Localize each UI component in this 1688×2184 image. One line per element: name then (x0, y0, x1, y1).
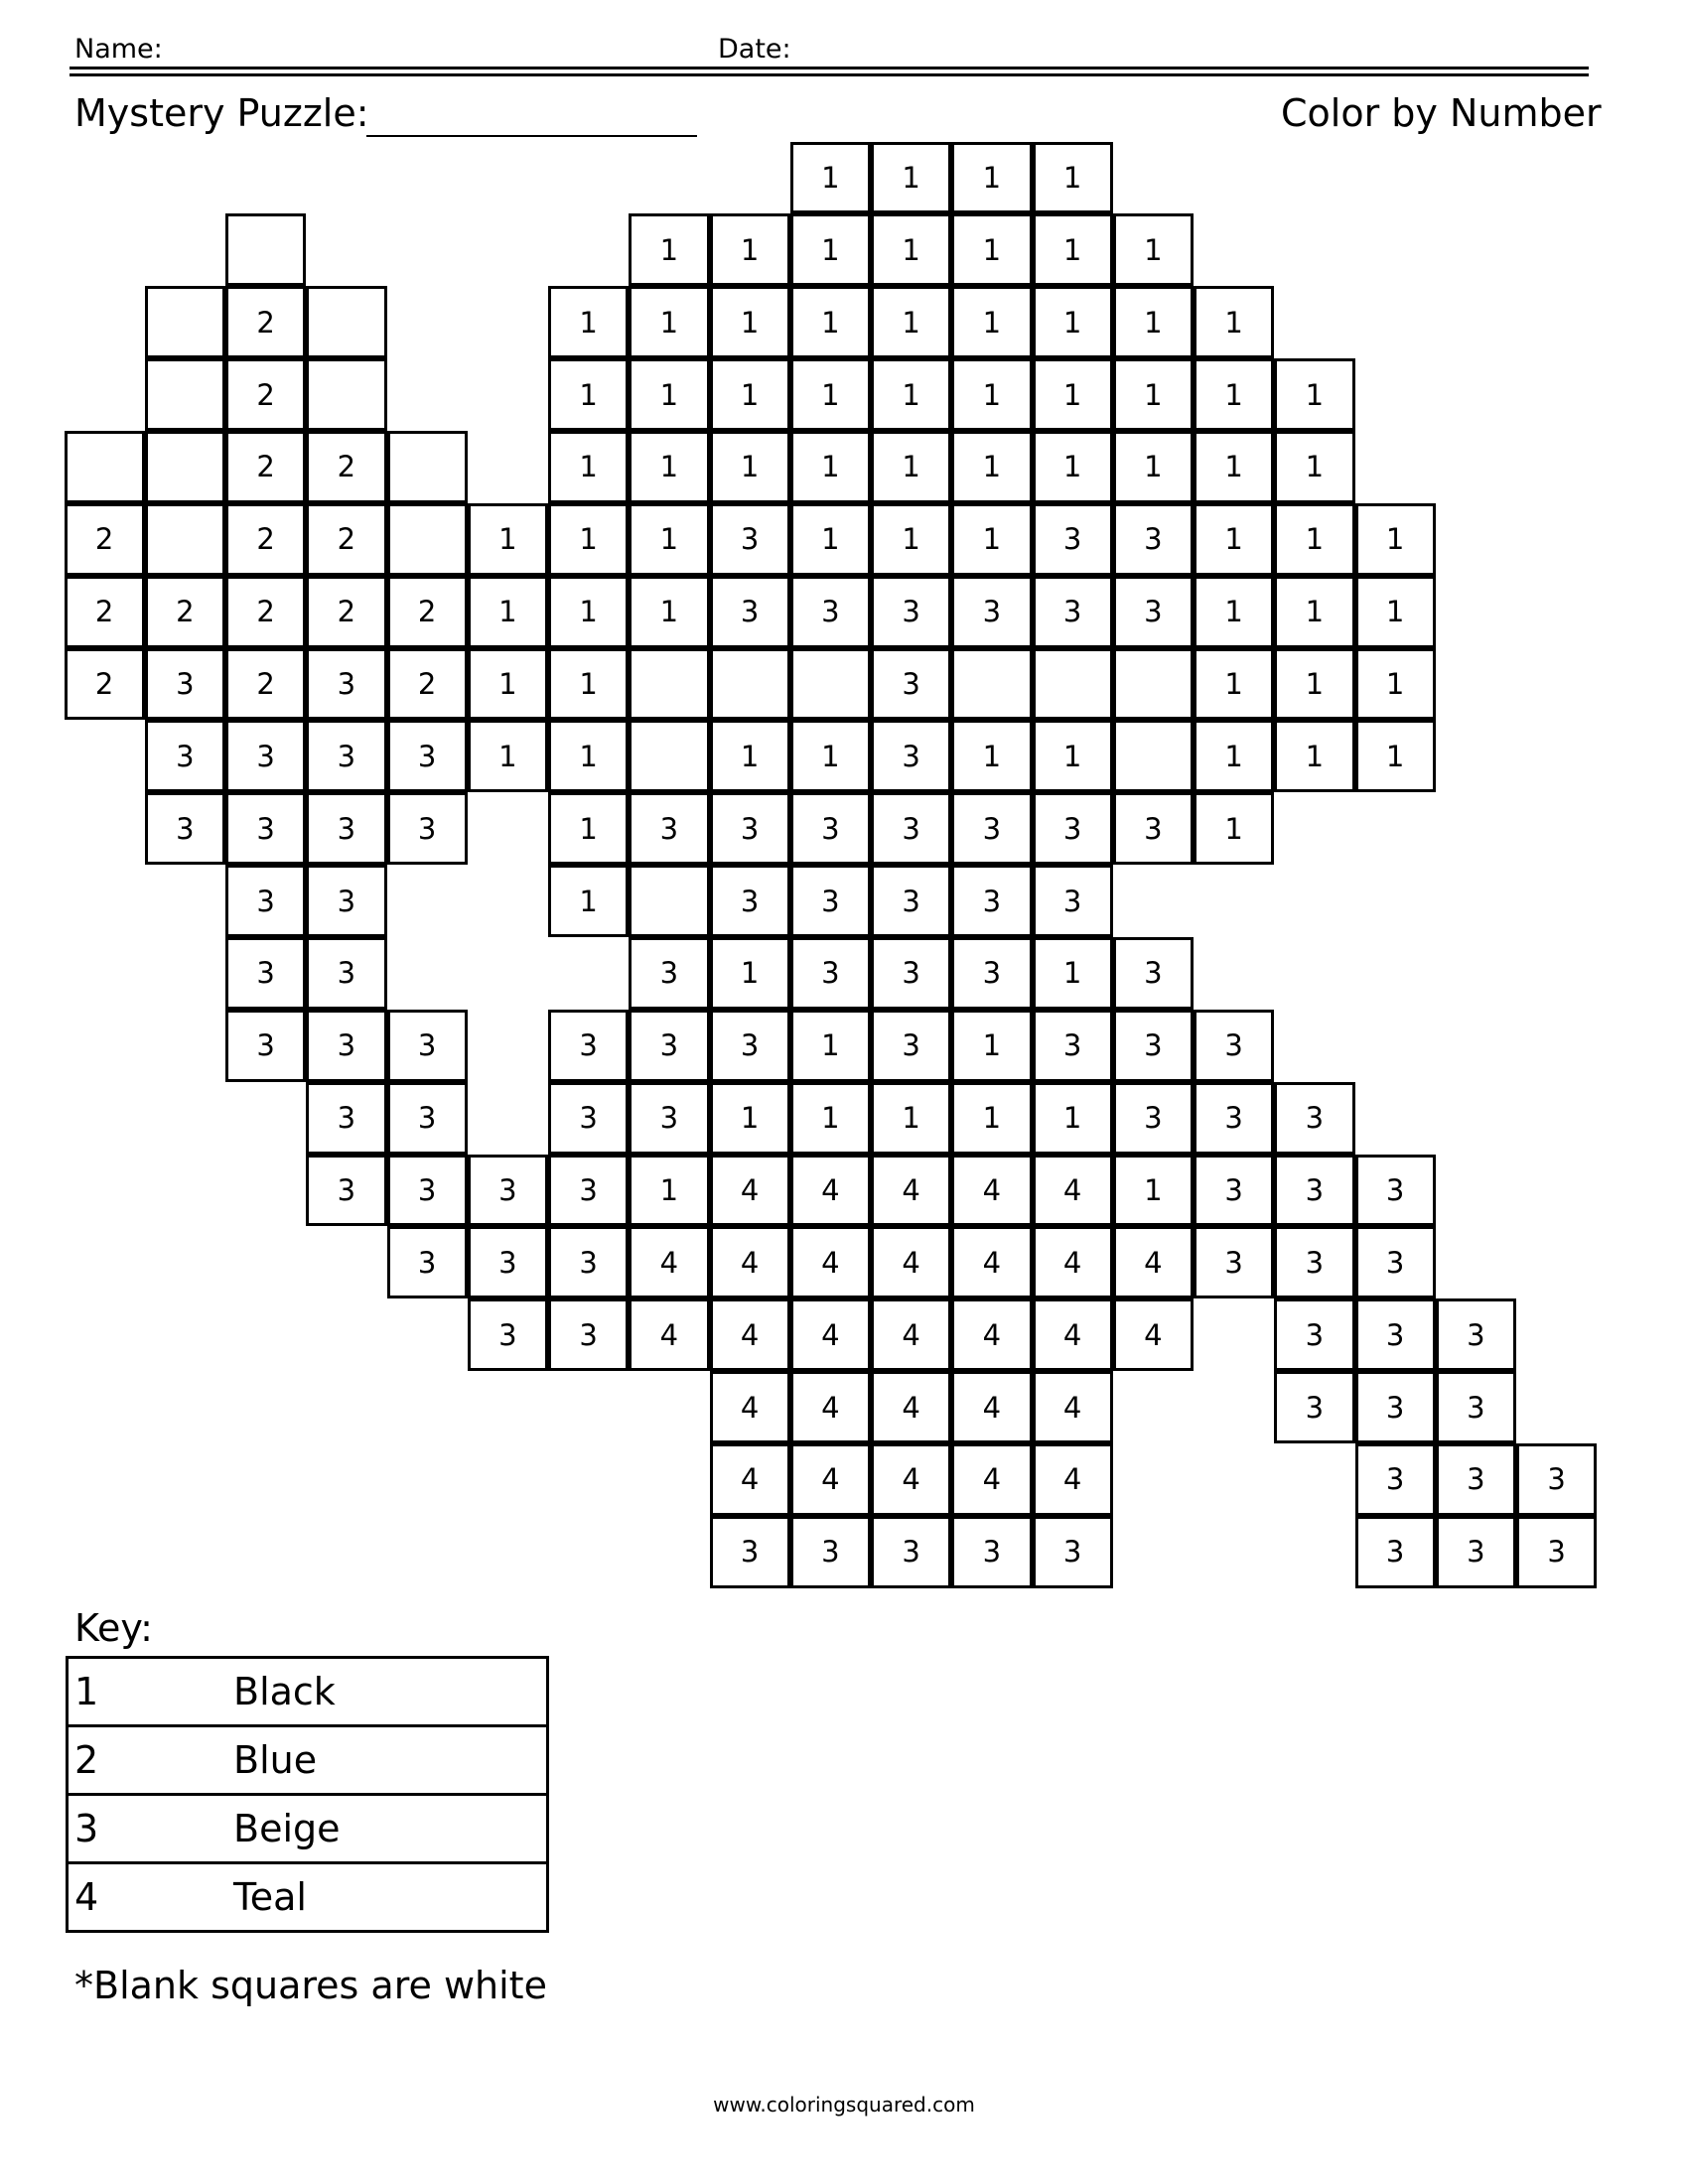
grid-cell[interactable]: 1 (951, 431, 1032, 503)
grid-cell[interactable]: 3 (1113, 792, 1194, 865)
grid-cell[interactable]: 3 (387, 720, 468, 792)
grid-cell[interactable] (306, 286, 386, 358)
grid-cell[interactable]: 3 (629, 937, 709, 1010)
key-color: Beige (233, 1807, 341, 1850)
grid-cell[interactable]: 4 (790, 1298, 871, 1371)
grid-cell[interactable]: 3 (1194, 1155, 1274, 1227)
grid-cell[interactable]: 1 (629, 358, 709, 431)
grid-cell[interactable]: 3 (710, 503, 790, 576)
grid-cell[interactable]: 1 (1355, 720, 1436, 792)
grid-cell[interactable] (1033, 648, 1113, 721)
grid-cell[interactable]: 1 (468, 576, 548, 648)
grid-cell[interactable]: 4 (1113, 1298, 1194, 1371)
grid-cell[interactable]: 3 (951, 937, 1032, 1010)
grid-cell[interactable]: 3 (790, 865, 871, 937)
grid-cell[interactable]: 4 (790, 1371, 871, 1443)
grid-cell[interactable]: 4 (790, 1155, 871, 1227)
grid-cell[interactable]: 3 (710, 865, 790, 937)
grid-cell[interactable]: 3 (306, 720, 386, 792)
grid-cell[interactable]: 1 (548, 720, 629, 792)
grid-cell[interactable]: 1 (790, 213, 871, 286)
grid-cell[interactable]: 1 (1194, 576, 1274, 648)
grid-cell[interactable]: 4 (1033, 1298, 1113, 1371)
puzzle-subtitle: Color by Number (1281, 91, 1602, 135)
grid-cell[interactable] (145, 286, 225, 358)
grid-cell[interactable]: 1 (1113, 1155, 1194, 1227)
grid-cell[interactable]: 2 (387, 648, 468, 721)
grid-cell[interactable] (629, 648, 709, 721)
grid-cell[interactable]: 2 (65, 503, 145, 576)
grid-cell[interactable]: 1 (1113, 358, 1194, 431)
grid-cell[interactable]: 4 (871, 1298, 951, 1371)
grid-cell[interactable]: 1 (1194, 503, 1274, 576)
grid-cell[interactable] (790, 648, 871, 721)
grid-cell[interactable]: 3 (387, 1082, 468, 1155)
grid-cell[interactable]: 3 (225, 937, 306, 1010)
grid-cell[interactable]: 4 (951, 1443, 1032, 1516)
grid-cell[interactable]: 3 (548, 1082, 629, 1155)
grid-cell[interactable]: 3 (871, 720, 951, 792)
grid-cell[interactable]: 3 (1194, 1226, 1274, 1298)
grid-cell[interactable]: 3 (306, 1010, 386, 1082)
grid-cell[interactable]: 3 (1355, 1226, 1436, 1298)
grid-cell[interactable]: 1 (1274, 358, 1354, 431)
grid-cell[interactable]: 3 (1516, 1443, 1597, 1516)
grid-cell[interactable]: 3 (871, 1516, 951, 1588)
grid-cell[interactable]: 3 (1355, 1298, 1436, 1371)
grid-cell[interactable]: 3 (790, 1516, 871, 1588)
grid-cell[interactable]: 4 (629, 1298, 709, 1371)
color-key-table (66, 1656, 549, 1933)
grid-cell[interactable]: 3 (1274, 1155, 1354, 1227)
grid-cell[interactable]: 1 (548, 792, 629, 865)
grid-cell[interactable]: 2 (306, 576, 386, 648)
grid-cell[interactable]: 3 (1113, 503, 1194, 576)
grid-cell[interactable]: 1 (951, 286, 1032, 358)
key-color: Black (233, 1670, 336, 1713)
grid-cell[interactable]: 3 (1033, 503, 1113, 576)
grid-cell[interactable]: 1 (790, 431, 871, 503)
grid-cell[interactable]: 1 (1194, 720, 1274, 792)
grid-cell[interactable]: 1 (1194, 648, 1274, 721)
grid-cell[interactable]: 3 (629, 1010, 709, 1082)
grid-cell[interactable]: 4 (951, 1371, 1032, 1443)
grid-cell[interactable]: 1 (1274, 648, 1354, 721)
grid-cell[interactable] (1113, 720, 1194, 792)
grid-cell[interactable] (629, 720, 709, 792)
grid-cell[interactable]: 1 (1113, 431, 1194, 503)
grid-cell[interactable]: 2 (65, 576, 145, 648)
grid-cell[interactable]: 3 (951, 865, 1032, 937)
grid-cell[interactable]: 1 (629, 576, 709, 648)
key-color: Teal (233, 1875, 307, 1919)
grid-cell[interactable]: 1 (871, 286, 951, 358)
grid-cell[interactable]: 1 (790, 1010, 871, 1082)
grid-cell[interactable]: 3 (710, 1010, 790, 1082)
grid-cell[interactable]: 4 (710, 1298, 790, 1371)
grid-cell[interactable]: 3 (1436, 1516, 1516, 1588)
grid-cell[interactable]: 3 (1436, 1371, 1516, 1443)
grid-cell[interactable]: 3 (871, 865, 951, 937)
grid-cell[interactable]: 2 (225, 286, 306, 358)
grid-cell[interactable]: 2 (225, 576, 306, 648)
grid-cell[interactable]: 4 (790, 1226, 871, 1298)
grid-cell[interactable]: 4 (1033, 1155, 1113, 1227)
grid-cell[interactable]: 3 (145, 648, 225, 721)
grid-cell[interactable]: 1 (710, 720, 790, 792)
grid-cell[interactable]: 1 (548, 431, 629, 503)
grid-cell[interactable]: 3 (387, 1155, 468, 1227)
grid-cell[interactable]: 1 (871, 431, 951, 503)
grid-cell[interactable]: 3 (1033, 1516, 1113, 1588)
grid-cell[interactable] (65, 431, 145, 503)
grid-cell[interactable]: 1 (629, 1155, 709, 1227)
grid-cell[interactable]: 3 (387, 792, 468, 865)
grid-cell[interactable]: 3 (790, 792, 871, 865)
grid-cell[interactable]: 1 (871, 503, 951, 576)
blank-squares-note: *Blank squares are white (74, 1964, 547, 2007)
grid-cell[interactable]: 1 (548, 648, 629, 721)
grid-cell[interactable]: 1 (1033, 213, 1113, 286)
grid-cell[interactable]: 3 (1113, 576, 1194, 648)
grid-cell[interactable]: 2 (225, 648, 306, 721)
grid-cell[interactable] (710, 648, 790, 721)
grid-cell[interactable]: 2 (65, 648, 145, 721)
grid-cell[interactable] (225, 213, 306, 286)
grid-cell[interactable]: 3 (1033, 1010, 1113, 1082)
grid-cell[interactable]: 3 (1355, 1443, 1436, 1516)
grid-cell[interactable]: 4 (710, 1155, 790, 1227)
key-number: 4 (74, 1875, 99, 1919)
grid-cell[interactable]: 3 (629, 792, 709, 865)
key-row (68, 1726, 548, 1795)
grid-cell[interactable]: 1 (1033, 720, 1113, 792)
grid-cell[interactable]: 4 (629, 1226, 709, 1298)
puzzle-title: Mystery Puzzle: (74, 91, 369, 135)
grid-cell[interactable]: 3 (1274, 1298, 1354, 1371)
grid-cell[interactable]: 1 (710, 286, 790, 358)
grid-cell[interactable]: 3 (306, 865, 386, 937)
grid-cell[interactable]: 1 (1113, 286, 1194, 358)
grid-cell[interactable]: 3 (790, 576, 871, 648)
grid-cell[interactable]: 4 (871, 1155, 951, 1227)
key-row (68, 1863, 548, 1932)
grid-cell[interactable]: 1 (951, 503, 1032, 576)
grid-cell[interactable] (387, 503, 468, 576)
grid-cell[interactable]: 1 (790, 142, 871, 214)
grid-cell[interactable]: 4 (710, 1371, 790, 1443)
grid-cell[interactable]: 1 (1194, 358, 1274, 431)
grid-cell[interactable]: 2 (225, 431, 306, 503)
grid-cell[interactable]: 3 (871, 648, 951, 721)
grid-cell[interactable]: 4 (871, 1226, 951, 1298)
grid-cell[interactable]: 3 (145, 720, 225, 792)
grid-cell[interactable]: 1 (468, 720, 548, 792)
grid-cell[interactable]: 3 (468, 1298, 548, 1371)
grid-cell[interactable]: 3 (1516, 1516, 1597, 1588)
grid-cell[interactable]: 1 (951, 142, 1032, 214)
grid-cell[interactable]: 1 (710, 937, 790, 1010)
grid-cell[interactable]: 3 (710, 792, 790, 865)
grid-cell[interactable]: 1 (1274, 431, 1354, 503)
key-number: 1 (74, 1670, 99, 1713)
key-row (68, 1795, 548, 1863)
grid-cell[interactable] (145, 431, 225, 503)
grid-cell[interactable]: 3 (1194, 1010, 1274, 1082)
name-label: Name: (74, 34, 163, 65)
grid-cell[interactable]: 1 (871, 1082, 951, 1155)
grid-cell[interactable]: 3 (548, 1155, 629, 1227)
grid-cell[interactable]: 3 (1033, 576, 1113, 648)
grid-cell[interactable]: 1 (871, 142, 951, 214)
grid-cell[interactable]: 1 (1355, 503, 1436, 576)
grid-cell[interactable]: 3 (871, 937, 951, 1010)
grid-cell[interactable]: 3 (306, 937, 386, 1010)
key-label: Key: (74, 1606, 153, 1650)
grid-cell[interactable]: 1 (1355, 648, 1436, 721)
grid-cell[interactable]: 1 (468, 503, 548, 576)
grid-cell[interactable]: 1 (629, 431, 709, 503)
grid-cell[interactable]: 3 (1033, 792, 1113, 865)
grid-cell[interactable]: 3 (951, 1516, 1032, 1588)
grid-cell[interactable]: 3 (1113, 937, 1194, 1010)
key-number: 3 (74, 1807, 99, 1850)
grid-cell[interactable]: 2 (306, 503, 386, 576)
grid-cell[interactable]: 4 (951, 1226, 1032, 1298)
grid-cell[interactable]: 3 (1274, 1226, 1354, 1298)
grid-cell[interactable] (951, 648, 1032, 721)
grid-cell[interactable]: 4 (871, 1443, 951, 1516)
grid-cell[interactable]: 3 (951, 792, 1032, 865)
grid-cell[interactable]: 1 (710, 431, 790, 503)
grid-cell[interactable]: 3 (468, 1226, 548, 1298)
grid-cell[interactable]: 3 (710, 576, 790, 648)
grid-cell[interactable]: 4 (710, 1226, 790, 1298)
grid-cell[interactable]: 1 (1033, 431, 1113, 503)
footer-url: www.coloringsquared.com (713, 2093, 975, 2116)
grid-cell[interactable]: 1 (548, 503, 629, 576)
grid-cell[interactable] (145, 358, 225, 431)
grid-cell[interactable] (145, 503, 225, 576)
grid-cell[interactable]: 1 (629, 503, 709, 576)
grid-cell[interactable]: 3 (548, 1010, 629, 1082)
grid-cell[interactable]: 1 (1033, 937, 1113, 1010)
grid-cell[interactable]: 1 (1274, 576, 1354, 648)
grid-cell[interactable]: 2 (225, 358, 306, 431)
grid-cell[interactable] (1113, 648, 1194, 721)
grid-cell[interactable]: 3 (790, 937, 871, 1010)
grid-cell[interactable]: 1 (1033, 286, 1113, 358)
grid-cell[interactable]: 3 (1274, 1371, 1354, 1443)
grid-cell[interactable]: 1 (790, 720, 871, 792)
grid-cell[interactable]: 1 (1274, 720, 1354, 792)
grid-cell[interactable]: 1 (790, 358, 871, 431)
grid-cell[interactable]: 3 (145, 792, 225, 865)
grid-cell[interactable]: 3 (387, 1010, 468, 1082)
grid-cell[interactable]: 3 (548, 1226, 629, 1298)
grid-cell[interactable]: 4 (951, 1298, 1032, 1371)
grid-cell[interactable]: 1 (1194, 286, 1274, 358)
grid-cell[interactable]: 2 (225, 503, 306, 576)
grid-cell[interactable]: 1 (710, 213, 790, 286)
grid-cell[interactable]: 2 (387, 576, 468, 648)
grid-cell[interactable]: 1 (951, 358, 1032, 431)
grid-cell[interactable]: 1 (1194, 792, 1274, 865)
grid-cell[interactable]: 3 (1194, 1082, 1274, 1155)
grid-cell[interactable]: 1 (548, 576, 629, 648)
grid-cell[interactable]: 1 (1274, 503, 1354, 576)
grid-cell[interactable]: 1 (790, 1082, 871, 1155)
grid-cell[interactable]: 2 (306, 431, 386, 503)
grid-cell[interactable]: 3 (306, 1155, 386, 1227)
grid-cell[interactable]: 1 (548, 286, 629, 358)
grid-cell[interactable] (629, 865, 709, 937)
grid-cell[interactable] (387, 431, 468, 503)
grid-cell[interactable]: 4 (1113, 1226, 1194, 1298)
grid-cell[interactable]: 4 (1033, 1226, 1113, 1298)
grid-cell[interactable] (306, 358, 386, 431)
grid-cell[interactable]: 3 (225, 792, 306, 865)
grid-cell[interactable]: 4 (790, 1443, 871, 1516)
key-number: 2 (74, 1738, 99, 1782)
grid-cell[interactable]: 3 (951, 576, 1032, 648)
grid-cell[interactable]: 3 (1033, 865, 1113, 937)
grid-cell[interactable]: 3 (1436, 1298, 1516, 1371)
grid-cell[interactable]: 1 (951, 720, 1032, 792)
grid-cell[interactable]: 1 (1033, 1082, 1113, 1155)
grid-cell[interactable]: 3 (1436, 1443, 1516, 1516)
grid-cell[interactable]: 4 (951, 1155, 1032, 1227)
grid-cell[interactable]: 1 (871, 358, 951, 431)
grid-cell[interactable]: 3 (871, 1010, 951, 1082)
grid-cell[interactable]: 1 (710, 358, 790, 431)
grid-cell[interactable]: 3 (225, 720, 306, 792)
date-label: Date: (718, 34, 791, 65)
grid-cell[interactable]: 1 (1033, 358, 1113, 431)
grid-cell[interactable]: 1 (468, 648, 548, 721)
grid-cell[interactable]: 3 (468, 1155, 548, 1227)
grid-cell[interactable]: 1 (951, 213, 1032, 286)
grid-cell[interactable]: 3 (871, 576, 951, 648)
grid-cell[interactable]: 1 (790, 286, 871, 358)
key-color: Blue (233, 1738, 318, 1782)
grid-cell[interactable]: 3 (1355, 1516, 1436, 1588)
grid-cell[interactable]: 3 (306, 648, 386, 721)
grid-cell[interactable]: 3 (1274, 1082, 1354, 1155)
grid-cell[interactable]: 1 (951, 1082, 1032, 1155)
grid-cell[interactable]: 3 (306, 792, 386, 865)
grid-cell[interactable]: 1 (1113, 213, 1194, 286)
grid-cell[interactable]: 1 (548, 358, 629, 431)
grid-cell[interactable]: 3 (225, 865, 306, 937)
grid-cell[interactable]: 1 (548, 865, 629, 937)
grid-cell[interactable]: 1 (1194, 431, 1274, 503)
grid-cell[interactable]: 2 (145, 576, 225, 648)
grid-cell[interactable]: 3 (629, 1082, 709, 1155)
grid-cell[interactable]: 3 (306, 1082, 386, 1155)
grid-cell[interactable]: 1 (629, 213, 709, 286)
grid-cell[interactable]: 1 (710, 1082, 790, 1155)
grid-cell[interactable]: 3 (1355, 1371, 1436, 1443)
grid-cell[interactable]: 3 (1355, 1155, 1436, 1227)
grid-cell[interactable]: 3 (225, 1010, 306, 1082)
key-row (68, 1658, 548, 1726)
grid-cell[interactable]: 3 (1113, 1082, 1194, 1155)
grid-cell[interactable]: 1 (951, 1010, 1032, 1082)
grid-cell[interactable]: 4 (1033, 1371, 1113, 1443)
grid-cell[interactable]: 1 (629, 286, 709, 358)
grid-cell[interactable]: 1 (871, 213, 951, 286)
grid-cell[interactable]: 4 (710, 1443, 790, 1516)
grid-cell[interactable]: 3 (710, 1516, 790, 1588)
grid-cell[interactable]: 3 (548, 1298, 629, 1371)
grid-cell[interactable]: 4 (871, 1371, 951, 1443)
grid-cell[interactable]: 3 (387, 1226, 468, 1298)
grid-cell[interactable]: 4 (1033, 1443, 1113, 1516)
grid-cell[interactable]: 1 (1033, 142, 1113, 214)
grid-cell[interactable]: 3 (871, 792, 951, 865)
grid-cell[interactable]: 1 (1355, 576, 1436, 648)
grid-cell[interactable]: 3 (1113, 1010, 1194, 1082)
grid-cell[interactable]: 1 (790, 503, 871, 576)
